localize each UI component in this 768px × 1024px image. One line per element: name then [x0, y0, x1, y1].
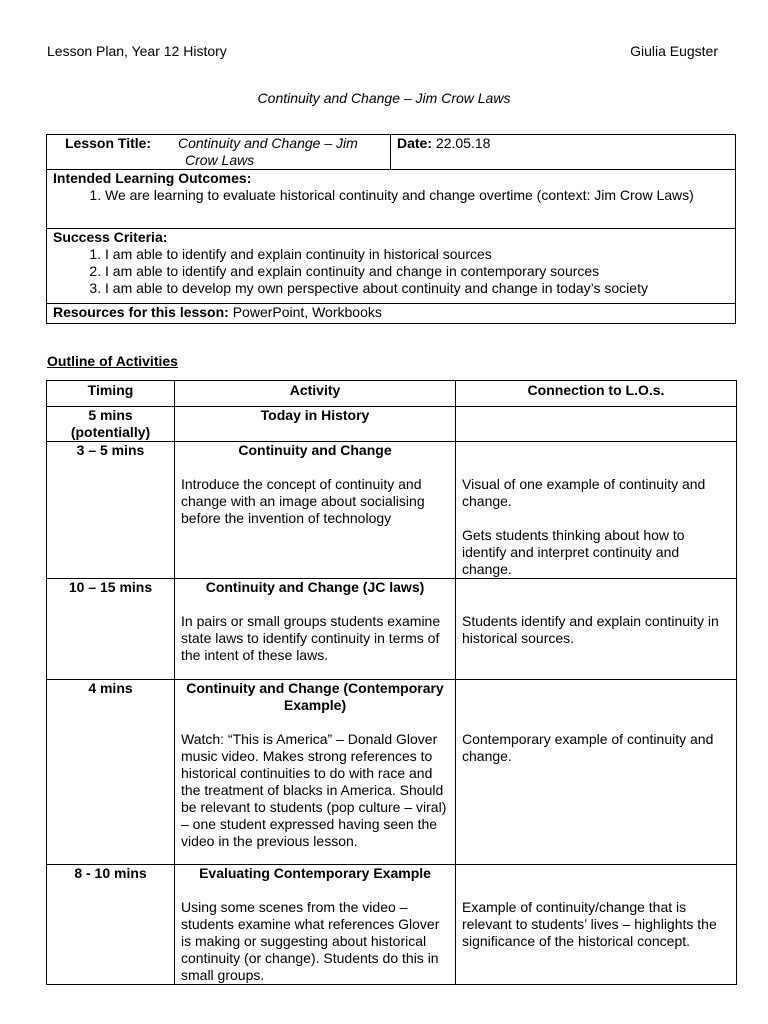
outline-heading: Outline of Activities — [47, 353, 178, 369]
activity-header: Activity — [175, 381, 456, 407]
connection-cell — [456, 680, 737, 865]
success-criterion-item: 2. I am able to identify and explain continuity and change in contemporary sources — [105, 263, 729, 280]
activity-title: Today in History — [260, 407, 370, 423]
success-criterion-item: 3. I am able to develop my own perspective about continuity and change in today’s society — [105, 280, 729, 297]
connection-cell — [456, 865, 737, 985]
activity-cell — [175, 407, 456, 442]
lesson-title-line2: Crow Laws — [185, 152, 255, 168]
success-criterion-item: 1. I am able to identify and explain continuity in historical sources — [105, 246, 729, 263]
activity-title: Continuity and Change (JC laws) — [205, 579, 425, 595]
connection-cell — [456, 407, 737, 442]
connection-text: Students identify and explain continuity in historical sources. — [462, 613, 719, 646]
activity-title: Continuity and Change (Contemporary Example) — [186, 680, 444, 713]
table-row — [47, 579, 737, 680]
table-row — [47, 442, 737, 579]
connection-text: Gets students thinking about how to identify and interpret continuity and change. — [462, 527, 685, 577]
learning-outcomes-label: Intended Learning Outcomes: — [53, 170, 252, 186]
timing-cell: 10 – 15 mins — [47, 579, 175, 680]
activity-cell — [175, 442, 456, 579]
learning-outcomes-cell — [47, 170, 736, 229]
activity-description: Using some scenes from the video – students examine what references Glover is making or suggesting about historical continuity (or change). Students do this in small groups. — [181, 899, 440, 983]
lesson-title-label: Lesson Title: — [65, 135, 152, 151]
table-row — [47, 407, 737, 442]
timing-header: Timing — [47, 381, 175, 407]
success-criteria-cell — [47, 229, 736, 304]
connection-text: Example of continuity/change that is relevant to students’ lives – highlights the significance of the historical concept. — [462, 899, 717, 949]
connection-cell — [456, 579, 737, 680]
date-cell — [391, 135, 736, 170]
connection-header: Connection to L.O.s. — [456, 381, 737, 407]
activity-description: Introduce the concept of continuity and change with an image about socialising before the invention of technology — [181, 476, 425, 526]
connection-cell — [456, 442, 737, 579]
activity-title: Evaluating Contemporary Example — [199, 865, 431, 881]
activity-cell — [175, 579, 456, 680]
timing-cell: 4 mins — [47, 680, 175, 865]
table-row — [47, 680, 737, 865]
document-title: Continuity and Change – Jim Crow Laws — [257, 90, 511, 106]
learning-outcome-item: 1. We are learning to evaluate historical continuity and change overtime (context: Jim Crow Laws) — [105, 187, 715, 204]
lesson-title-line1: Continuity and Change – Jim — [178, 135, 358, 151]
header-course: Lesson Plan, Year 12 History — [47, 43, 227, 59]
table-row — [47, 865, 737, 985]
activity-cell — [175, 865, 456, 985]
connection-text: Visual of one example of continuity and change. — [462, 476, 706, 509]
activities-table — [46, 380, 737, 985]
resources-cell — [47, 304, 736, 324]
connection-text: Contemporary example of continuity and change. — [462, 731, 714, 764]
lesson-title-cell — [47, 135, 391, 170]
activity-description: In pairs or small groups students examine state laws to identify continuity in terms of the intent of these laws. — [181, 613, 441, 663]
lesson-plan-table — [46, 134, 736, 324]
resources-label: Resources for this lesson: — [53, 304, 229, 320]
date-label: Date: — [397, 135, 433, 151]
activity-description: Watch: “This is America” – Donald Glover music video. Makes strong references to historical continuities to do with race and the treatment of blacks in America. Should be relevant to students (pop culture – viral) – one student expressed having seen the video in the previous lesson. — [181, 731, 447, 849]
resources-value: PowerPoint, Workbooks — [232, 304, 382, 320]
activity-title: Continuity and Change — [238, 442, 392, 458]
timing-cell: 3 – 5 mins — [47, 442, 175, 579]
lesson-title-value — [178, 135, 383, 169]
timing-cell: 8 - 10 mins — [47, 865, 175, 985]
activity-cell — [175, 680, 456, 865]
timing-cell: 5 mins (potentially) — [47, 407, 175, 442]
date-value: 22.05.18 — [435, 135, 491, 151]
success-criteria-label: Success Criteria: — [53, 229, 168, 245]
header-author: Giulia Eugster — [630, 43, 718, 59]
